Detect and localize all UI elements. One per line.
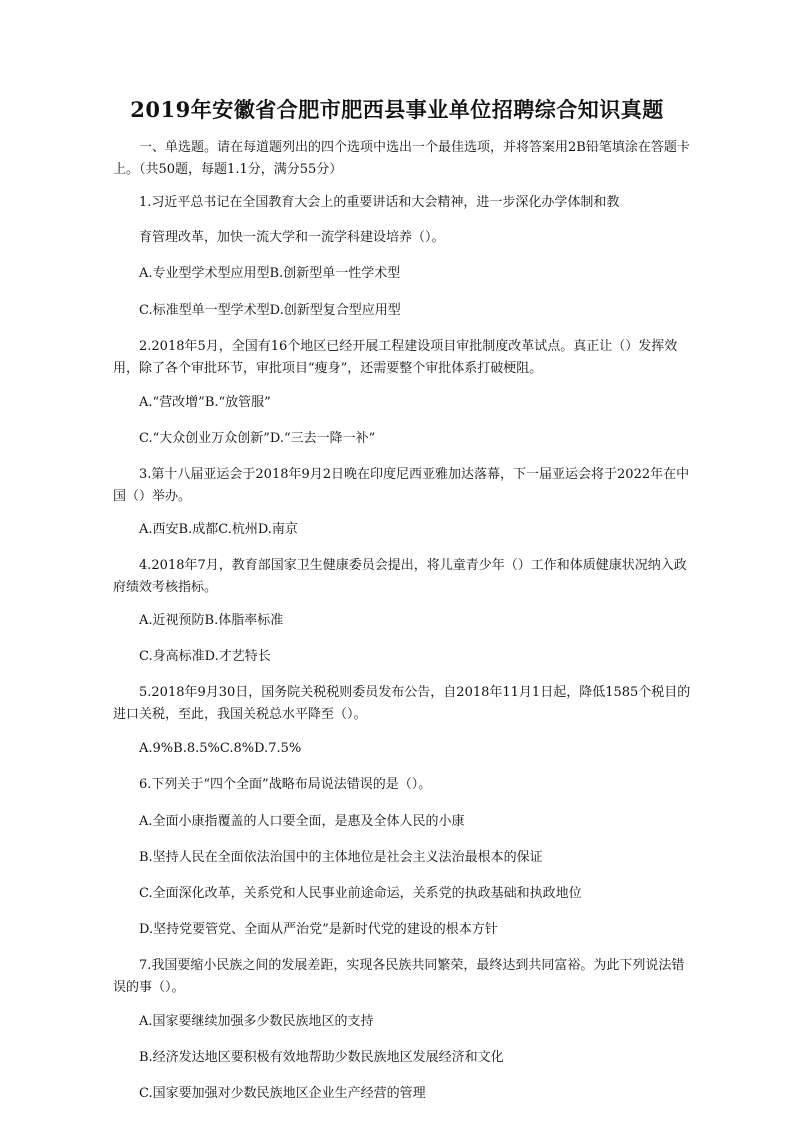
question-5-option: A.9%B.8.5%C.8%D.7.5% <box>139 741 302 756</box>
question-6-option: C.全面深化改革，关系党和人民事业前途命运，关系党的执政基础和执政地位 <box>139 886 582 901</box>
question-7-stem: 7.我国要缩小民族之间的发展差距，实现各民族共同繁荣，最终达到共同富裕。为此下列说法错误的事（）。 <box>113 958 685 995</box>
question-3-option: A.西安B.成都C.杭州D.南京 <box>139 522 298 537</box>
question-4-option: A.近视预防B.体脂率标准 <box>139 613 284 628</box>
section-intro: 一、单选题。请在每道题列出的四个选项中选出一个最佳选项，并将答案用2B铅笔填涂在答题卡上。（共50题，每题1.1分，满分55分） <box>113 140 690 177</box>
question-1-option: C.标准型单一型学术型D.创新型复合型应用型 <box>139 303 401 318</box>
question-6-option: B.坚持人民在全面依法治国中的主体地位是社会主义法治最根本的保证 <box>139 850 543 865</box>
question-3-stem: 3.第十八届亚运会于2018年9月2日晚在印度尼西亚雅加达落幕，下一届亚运会将于2022年在中国（）举办。 <box>113 467 690 504</box>
question-7-option: B.经济发达地区要积极有效地帮助少数民族地区发展经济和文化 <box>139 1050 504 1065</box>
question-2-option: A.“营改增”B.“放管服” <box>139 395 271 410</box>
question-7-option: C.国家要加强对少数民族地区企业生产经营的管理 <box>139 1086 426 1101</box>
question-7-option: A.国家要继续加强多少数民族地区的支持 <box>139 1014 374 1029</box>
question-5-stem: 5.2018年9月30日，国务院关税税则委员发布公告，自2018年11月1日起，降低1585个税目的进口关税，至此，我国关税总水平降至（）。 <box>113 685 691 722</box>
question-6-option: D.坚持党要管党、全面从严治党”是新时代党的建设的根本方针 <box>139 922 498 937</box>
question-1-stem-continued: 育管理改革，加快一流大学和一流学科建设培养（）。 <box>139 230 445 245</box>
question-4-option: C.身高标准D.才艺特长 <box>139 649 271 664</box>
question-6-option: A.全面小康指覆盖的人口要全面，是惠及全体人民的小康 <box>139 814 465 829</box>
question-1-option: A.专业型学术型应用型B.创新型单一性学术型 <box>139 266 401 281</box>
question-4-stem: 4.2018年7月，教育部国家卫生健康委员会提出，将儿童青少年（）工作和体质健康状况纳入政府绩效考核指标。 <box>113 558 687 595</box>
question-6-stem: 6.下列关于“四个全面”战略布局说法错误的是（）。 <box>139 777 432 792</box>
document-title: 2019年安徽省合肥市肥西县事业单位招聘综合知识真题 <box>130 97 664 122</box>
question-2-stem: 2.2018年5月，全国有16个地区已经开展工程建设项目审批制度改革试点。真正让（）发挥效用，除了各个审批环节，审批项目“瘦身”，还需要整个审批体系打破梗阻。 <box>113 339 678 376</box>
question-2-option: C.“大众创业万众创新”D.“三去一降一补” <box>139 431 376 446</box>
question-1-stem: 1.习近平总书记在全国教育大会上的重要讲话和大会精神，进一步深化办学体制和教 <box>139 195 620 210</box>
